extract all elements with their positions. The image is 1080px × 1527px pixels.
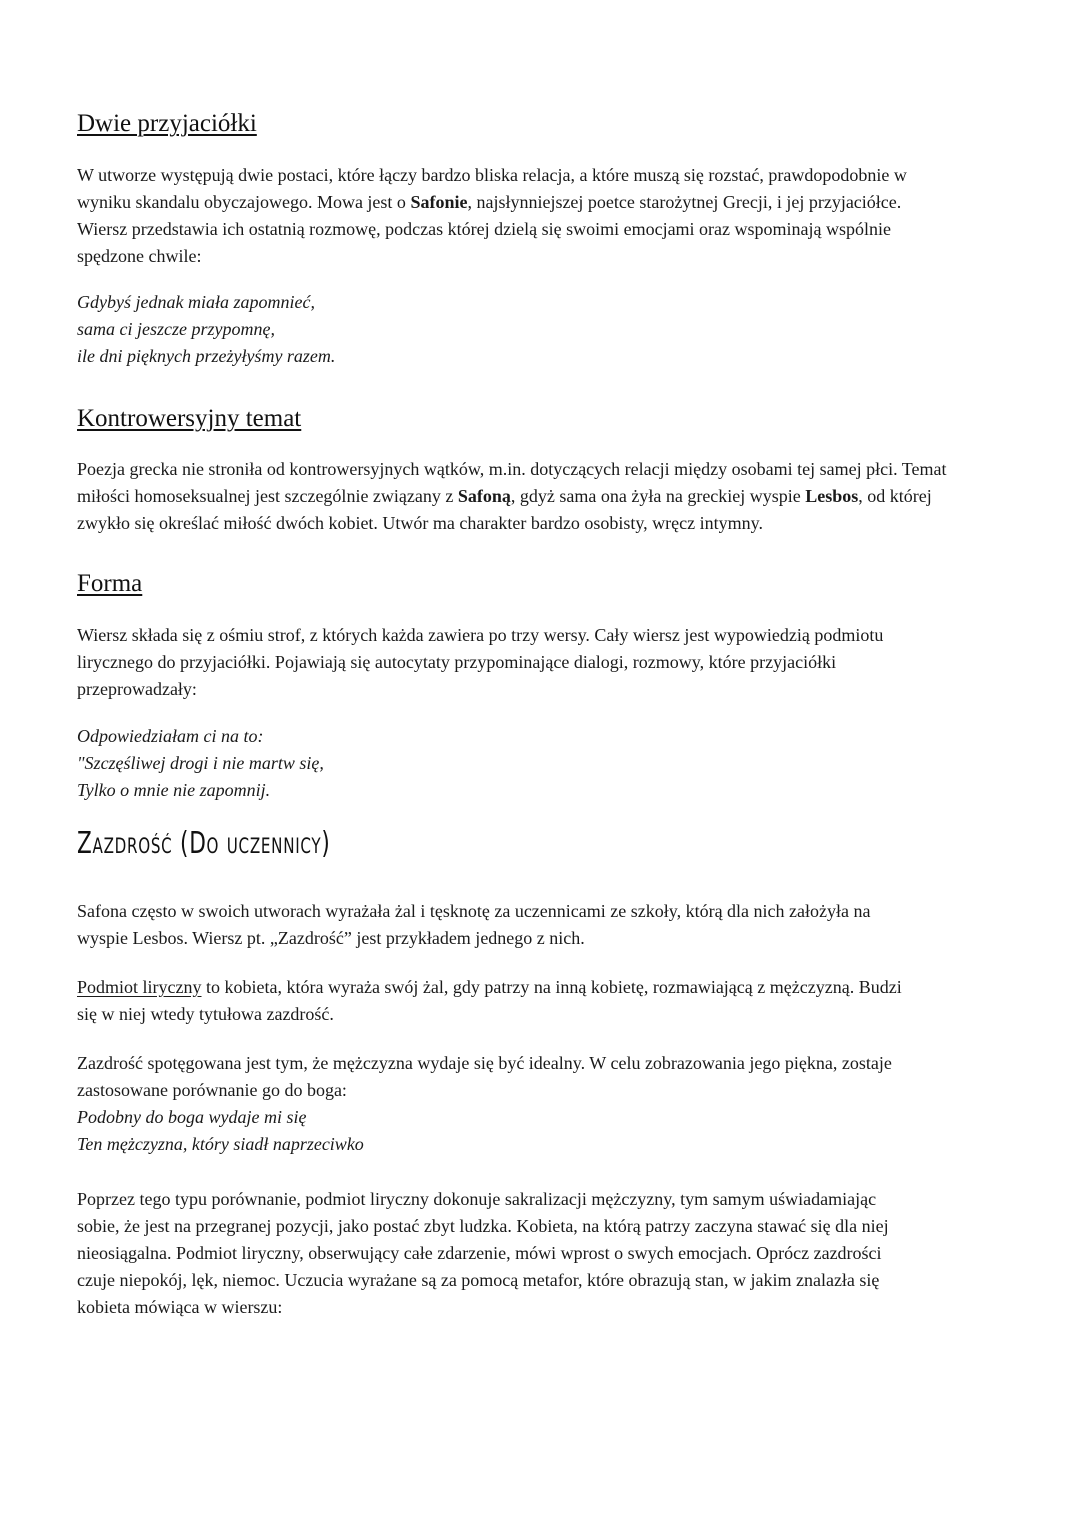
text-line: wyspie Lesbos. Wiersz pt. „Zazdrość” jest przykładem jednego z nich. [77,928,585,948]
paragraph-kontrowersyjny [77,456,1007,537]
text-span: wyniku skandalu obyczajowego. Mowa jest o [77,192,411,212]
text-line: Wiersz składa się z ośmiu strof, z których każda zawiera po trzy wersy. Cały wiersz jest wypowiedzią podmiotu [77,625,884,645]
verse-line: Ten mężczyzna, który siadł naprzeciwko [77,1134,364,1154]
text-line: W utworze występują dwie postaci, które łączy bardzo bliska relacja, a które muszą się rozstać, prawdopodobnie w [77,165,907,185]
paragraph-forma [77,622,1007,703]
text-line: się w niej wtedy tytułowa zazdrość. [77,1004,334,1024]
bold-lesbos: Lesbos [805,486,859,506]
text-span: to kobieta, która wyraża swój żal, gdy patrzy na inną kobietę, rozmawiającą z mężczyzną. Budzi [201,977,902,997]
text-line: Safona często w swoich utworach wyrażała żal i tęsknotę za uczennicami ze szkoły, którą dla nich założyła na [77,901,871,921]
heading-kontrowersyjny-temat: Kontrowersyjny temat [77,405,302,432]
text-line: czuje niepokój, lęk, niemoc. Uczucia wyrażane są za pomocą metafor, które obrazują stan, w jakim znalazła się [77,1270,880,1290]
text-span: , gdyż sama ona żyła na greckiej wyspie [510,486,806,506]
text-line: sobie, że jest na przegranej pozycji, jako postać zbyt ludzka. Kobieta, na którą patrzy zaczyna stawać się dla niej [77,1216,889,1236]
verse-line: "Szczęśliwej drogi i nie martw się, [77,753,324,773]
text-line [77,189,1007,216]
text-line: Poezja grecka nie stroniła od kontrowersyjnych wątków, m.in. dotyczących relacji między osobami tej samej płci. Temat [77,459,947,479]
bold-safonie: Safonie [410,192,468,212]
text-line [77,483,1007,510]
text-line: lirycznego do przyjaciółki. Pojawiają się autocytaty przypominające dialogi, rozmowy, które przyjaciółki [77,652,837,672]
text-line [77,974,1007,1001]
text-line: Poprzez tego typu porównanie, podmiot liryczny dokonuje sakralizacji mężczyzny, tym samym uświadamiając [77,1189,877,1209]
heading-forma: Forma [77,570,143,597]
text-line: Zazdrość spotęgowana jest tym, że mężczyzna wydaje się być idealny. W celu zobrazowania jego piękna, zostaje [77,1053,892,1073]
verse-dwie [77,289,335,370]
text-line: zastosowane porównanie go do boga: [77,1080,347,1100]
text-line: zwykło się określać miłość dwóch kobiet. Utwór ma charakter bardzo osobisty, wręcz intymny. [77,513,763,533]
paragraph-zazdrosc-2 [77,974,1007,1028]
text-span: , od której [858,486,932,506]
verse-line: ile dni pięknych przeżyłyśmy razem. [77,346,336,366]
verse-line: Odpowiedziałam ci na to: [77,726,264,746]
text-line: nieosiągalna. Podmiot liryczny, obserwujący całe zdarzenie, mówi wprost o swych emocjach. Oprócz zazdrości [77,1243,882,1263]
verse-line: Tylko o mnie nie zapomnij. [77,780,271,800]
bold-safona: Safoną [457,486,511,506]
paragraph-zazdrosc-1 [77,898,1007,952]
text-line: kobieta mówiąca w wierszu: [77,1297,283,1317]
text-span: , najsłynniejszej poetce starożytnej Grecji, i jej przyjaciółce. [467,192,902,212]
heading-zazdrosc: Zazdrość (Do uczennicy) [77,826,331,861]
verse-line: Podobny do boga wydaje mi się [77,1107,307,1127]
verse-forma [77,723,324,804]
verse-zazdrosc [77,1104,364,1158]
verse-line: Gdybyś jednak miała zapomnieć, [77,292,315,312]
heading-dwie-przyjaciolki: Dwie przyjaciółki [77,110,257,137]
paragraph-dwie [77,162,1007,270]
text-line: spędzone chwile: [77,246,202,266]
text-line: przeprowadzały: [77,679,197,699]
verse-line: sama ci jeszcze przypomnę, [77,319,275,339]
paragraph-zazdrosc-3 [77,1050,1007,1104]
underlined-podmiot-liryczny: Podmiot liryczny [77,977,202,997]
text-span: miłości homoseksualnej jest szczególnie związany z [77,486,458,506]
paragraph-zazdrosc-4 [77,1186,1007,1321]
text-line: Wiersz przedstawia ich ostatnią rozmowę, podczas której dzielą się swoimi emocjami oraz wspominają wspólnie [77,219,892,239]
